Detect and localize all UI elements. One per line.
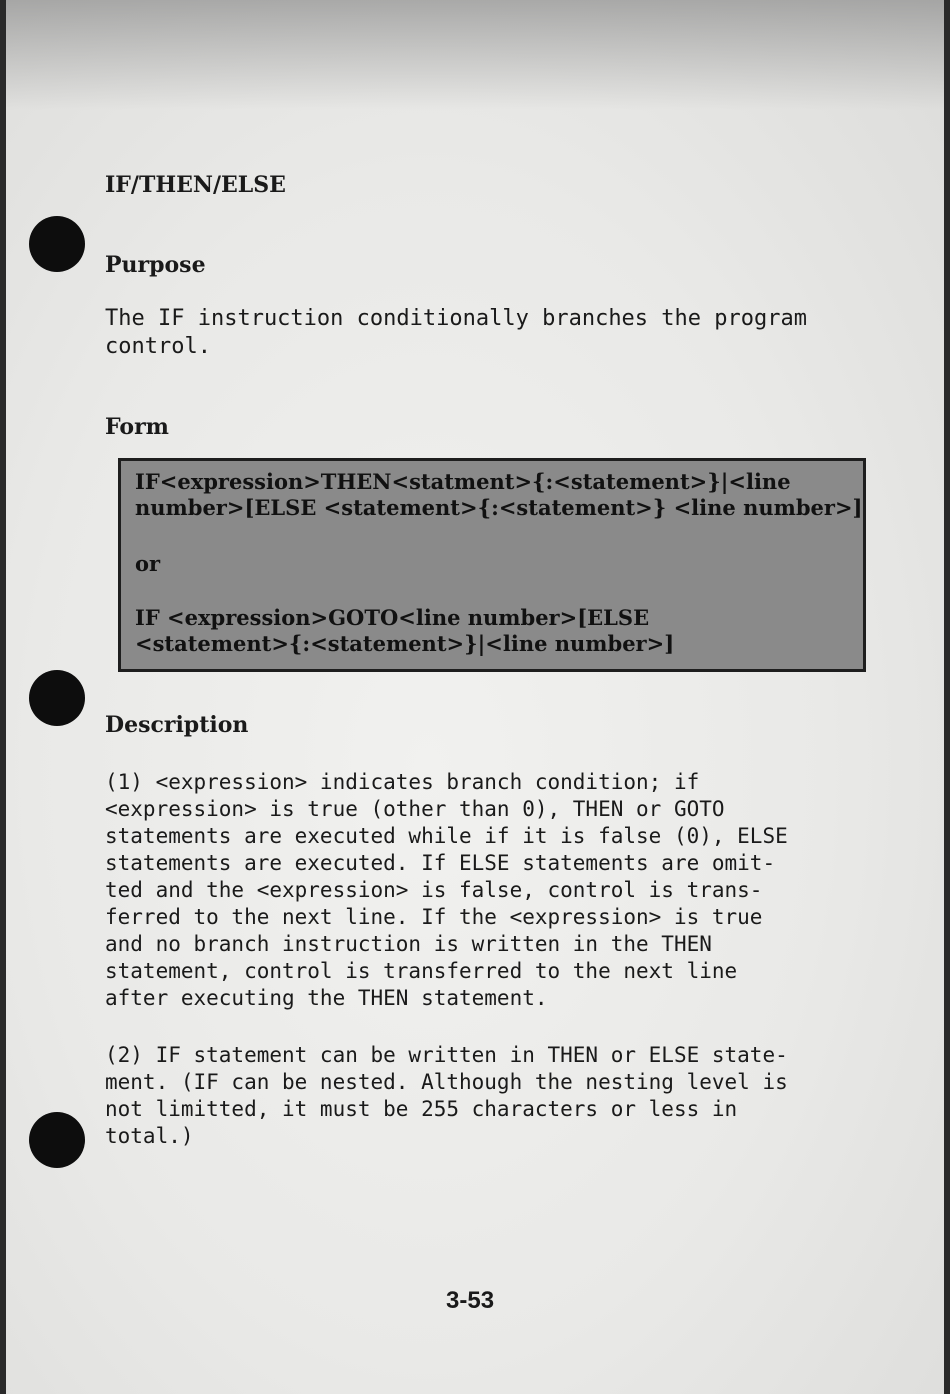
scan-shadow	[6, 0, 944, 110]
binder-hole-middle	[29, 670, 85, 726]
syntax-line: <statement>{:<statement>}|<line number>]	[135, 631, 675, 656]
binder-hole-bottom	[29, 1112, 85, 1168]
description-line: ment. (IF can be nested. Although the nesting level is	[105, 1070, 788, 1094]
purpose-line-2: control.	[105, 334, 211, 359]
purpose-line-1: The IF instruction conditionally branches the program	[105, 306, 807, 331]
description-line: statement, control is transferred to the next line	[105, 959, 738, 983]
description-line: and no branch instruction is written in the THEN	[105, 932, 712, 956]
syntax-line: number>[ELSE <statement>{:<statement>} <line number>]	[135, 495, 863, 520]
description-line: (2) IF statement can be written in THEN or ELSE state-	[105, 1043, 788, 1067]
page-number: 3-53	[446, 1287, 495, 1314]
syntax-box	[118, 458, 866, 672]
form-heading: Form	[105, 414, 169, 440]
syntax-line: IF <expression>GOTO<line number>[ELSE	[135, 605, 650, 630]
description-line: <expression> is true (other than 0), THEN or GOTO	[105, 797, 725, 821]
description-line: statements are executed. If ELSE statements are omit-	[105, 851, 776, 875]
description-heading: Description	[105, 712, 249, 738]
description-line: (1) <expression> indicates branch condition; if	[105, 770, 700, 794]
syntax-line: IF<expression>THEN<statment>{:<statement>}|<line	[135, 469, 791, 494]
syntax-or: or	[135, 551, 161, 576]
purpose-heading: Purpose	[105, 252, 206, 278]
section-title: IF/THEN/ELSE	[105, 172, 286, 198]
description-line: not limitted, it must be 255 characters or less in	[105, 1097, 738, 1121]
description-line: ted and the <expression> is false, control is trans-	[105, 878, 763, 902]
binder-hole-top	[29, 216, 85, 272]
description-line: ferred to the next line. If the <expression> is true	[105, 905, 763, 929]
document-page	[6, 0, 944, 1394]
description-line: total.)	[105, 1124, 194, 1148]
description-line: after executing the THEN statement.	[105, 986, 548, 1010]
description-line: statements are executed while if it is false (0), ELSE	[105, 824, 788, 848]
